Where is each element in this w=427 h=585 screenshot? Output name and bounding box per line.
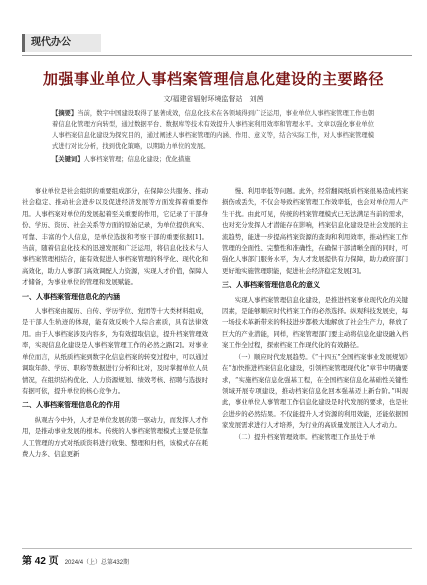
abstract-label: 【摘要】 xyxy=(52,110,78,117)
abstract-text: 当前，数字中国建设取得了显著成效，信息化技术在各领域得到广泛运用，事业单位人事档案管理工作也朝着信息化管理方向转型，通过数据平台、数据库等技术有效提升人事档案利用效率和管理水平。文章以强化事业单位人事档案信息化建设为探究目的，通过阐述人事档案管理的内涵、作用、意义等，结合实际工作，对人事档案管理模式进行对比分析，找到优化策略，以期助力单位的发展。 xyxy=(52,110,375,150)
paragraph: 事业单位是社会组织的重要组成部分，在保障公共服务、推动社会稳定、推动社会进步以及促进经济发展等方面发挥着重要作用。人事档案对单位的发展起着至关重要的作用，它记录了干部身份、学历、资历、社会关系等方面的原始记录，为单位提供真实、可靠、丰富的个人信息，是单位选拔和考察干部的重要依据[1]。当前，随着信息化技术的迅速发展和广泛运用，将信息化技术与人事档案管理相结合，能有效促进人事档案管理的科学化、现代化和高效化，助力人事部门高效调配人力资源，实现人才价值，保障人才储备，为事业单位的管理和发展赋能。 xyxy=(22,187,208,287)
article-title: 加强事业单位人事档案管理信息化建设的主要路径 xyxy=(42,70,384,88)
footer xyxy=(22,552,129,567)
paragraph: 实现人事档案管理信息化建设，是推进档案事业现代化的关键因素，是能够顺应时代档案工作的必然选择。纵观科技发展史，每一场技术革新带来的科技进步都极大地解放了社会生产力，释放了巨大的产业潜能，同样，档案管理部门要主动将信息化建设融入档案工作全过程，探索档案工作现代化的有效路径。 xyxy=(222,295,408,350)
paragraph: 慢、利用率低等问题。此外，经常翻阅纸质档案很易造成档案损伤或丢失，不仅会导致档案管理工作效率低，也会对单位用人产生干扰。由此可见，传统的档案管理模式已无法满足当前的需求，也对充分发挥人才潜能存在影响，档案信息化建设是社会发展的主流趋势，能进一步提高档案资源的查询和利用效率，推动档案工作管理的全面性、完整性和准确性，在确保干部清晰全面的同时，可强化人事部门服务水平，为人才发展提供有力保障，助力政府部门更好地实施管理职能，促进社会经济稳定发展[3]。 xyxy=(222,187,408,275)
section-heading: 一、人事档案管理信息化的内涵 xyxy=(22,293,120,301)
section-tag: 现代办公 xyxy=(22,34,101,52)
page-number: 第 42 页 xyxy=(22,556,59,567)
keywords-text: 人事档案管理；信息化建设；优化措施 xyxy=(83,156,191,163)
right-column xyxy=(222,186,408,443)
footer-divider xyxy=(22,548,412,549)
paragraph: 纵观古今中外，人才是单位发展的第一驱动力，而发挥人才作用，是推动事业发展的根本。传统的人事档案管理模式主要是依靠人工管理的方式对纸质资料进行收集、整理和归档，该模式存在耗费人力多、信息更新 xyxy=(22,415,208,458)
section-heading: 二、人事档案管理信息化的作用 xyxy=(22,402,120,410)
left-column xyxy=(22,186,208,460)
paragraph: （二）提升档案管理效率。档案管理工作虽处于单 xyxy=(234,432,376,441)
article-author: 文/福建省辐射环境监督站 刘茜 xyxy=(163,96,264,103)
paragraph: 人事档案由履历、自传、学历学位、党团等十大类材料组成，是干部人生轨迹的体现，能有效反映个人综合素质，具有法律效用。由于人事档案涉及内容多，为有效提取信息，提升档案管理效率，实现信息化建设是人事档案管理工作的必然之路[2]。对事业单位而言，从纸质档案到数字化信息档案的转变过程中，可以通过调取年龄、学历、职称等数据进行分析和比对，及时掌握单位人员情况，在组织结构优化、人力资源规划、绩效考核、招聘与选拔时有据可依，提升单位的核心竞争力。 xyxy=(22,307,208,395)
divider xyxy=(22,55,412,56)
paragraph: （一）顺应时代发展趋势。《“十四五”全国档案事业发展规划》在“加快推进档案信息化建设，引领档案管理现代化”章节中明确要求，“实施档案信息化强基工程，在全国档案信息化基础性关键性领域开展专项建设，推动档案信息化回本强基迈上新台阶。”叫现此，事业单位人事管理工作信息化建设是时代发展的要求，也是社会进步的必然结果。不仅能提升人才资源的利用效能，还能依据国家发展需求进行人才培养，为行业的高质量发展注入人才动力。 xyxy=(222,352,408,430)
abstract xyxy=(52,108,374,165)
issue-info: 2024/4（上）总第432期 xyxy=(64,560,130,566)
keywords-label: 【关键词】 xyxy=(52,156,84,163)
section-heading: 三、人事档案管理信息化的意义 xyxy=(222,282,320,290)
